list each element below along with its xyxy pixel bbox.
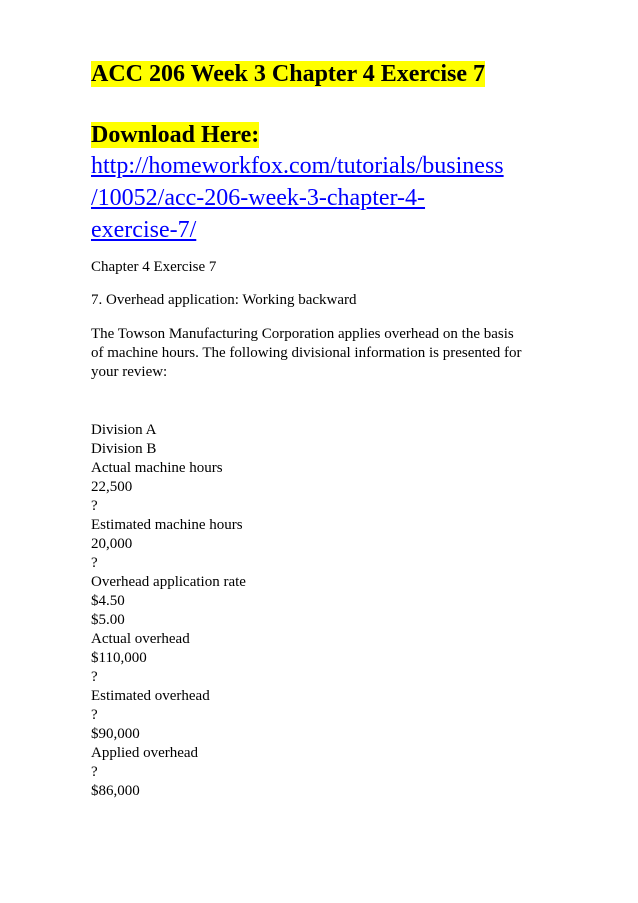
description-line: your review: bbox=[91, 364, 168, 380]
list-item: $110,000 bbox=[91, 650, 147, 666]
list-item: Actual overhead bbox=[91, 631, 190, 647]
question-description bbox=[91, 325, 611, 382]
list-item: Estimated machine hours bbox=[91, 517, 243, 533]
description-line: The Towson Manufacturing Corporation applies overhead on the basis bbox=[91, 326, 514, 342]
list-item: $90,000 bbox=[91, 726, 140, 742]
list-item: ? bbox=[91, 498, 98, 514]
list-item: $4.50 bbox=[91, 593, 125, 609]
title-block bbox=[91, 56, 611, 92]
download-link-line[interactable]: http://homeworkfox.com/tutorials/business bbox=[91, 153, 504, 179]
list-item: Division A bbox=[91, 422, 157, 438]
download-block bbox=[91, 121, 611, 246]
question-title: 7. Overhead application: Working backward bbox=[91, 292, 357, 308]
list-item: Overhead application rate bbox=[91, 574, 246, 590]
list-item: Division B bbox=[91, 441, 157, 457]
list-item: ? bbox=[91, 555, 98, 571]
chapter-label: Chapter 4 Exercise 7 bbox=[91, 259, 217, 275]
download-link-line[interactable]: exercise-7/ bbox=[91, 217, 197, 243]
document-page bbox=[91, 56, 611, 801]
list-item: Applied overhead bbox=[91, 745, 199, 761]
list-item: $5.00 bbox=[91, 612, 125, 628]
list-item: 22,500 bbox=[91, 479, 133, 495]
page-title bbox=[91, 56, 611, 92]
download-label bbox=[91, 121, 611, 150]
list-item: Actual machine hours bbox=[91, 460, 223, 476]
list-item: Estimated overhead bbox=[91, 688, 210, 704]
description-line: of machine hours. The following divisional information is presented for bbox=[91, 345, 522, 361]
list-item: 20,000 bbox=[91, 536, 133, 552]
download-link[interactable] bbox=[91, 150, 611, 246]
page-title-text: ACC 206 Week 3 Chapter 4 Exercise 7 bbox=[91, 61, 485, 87]
list-item: ? bbox=[91, 764, 98, 780]
download-label-text: Download Here: bbox=[91, 122, 260, 148]
list-item: $86,000 bbox=[91, 783, 140, 799]
division-data-list bbox=[91, 421, 611, 801]
list-item: ? bbox=[91, 707, 98, 723]
list-item: ? bbox=[91, 669, 98, 685]
download-link-line[interactable]: /10052/acc-206-week-3-chapter-4- bbox=[91, 185, 426, 211]
